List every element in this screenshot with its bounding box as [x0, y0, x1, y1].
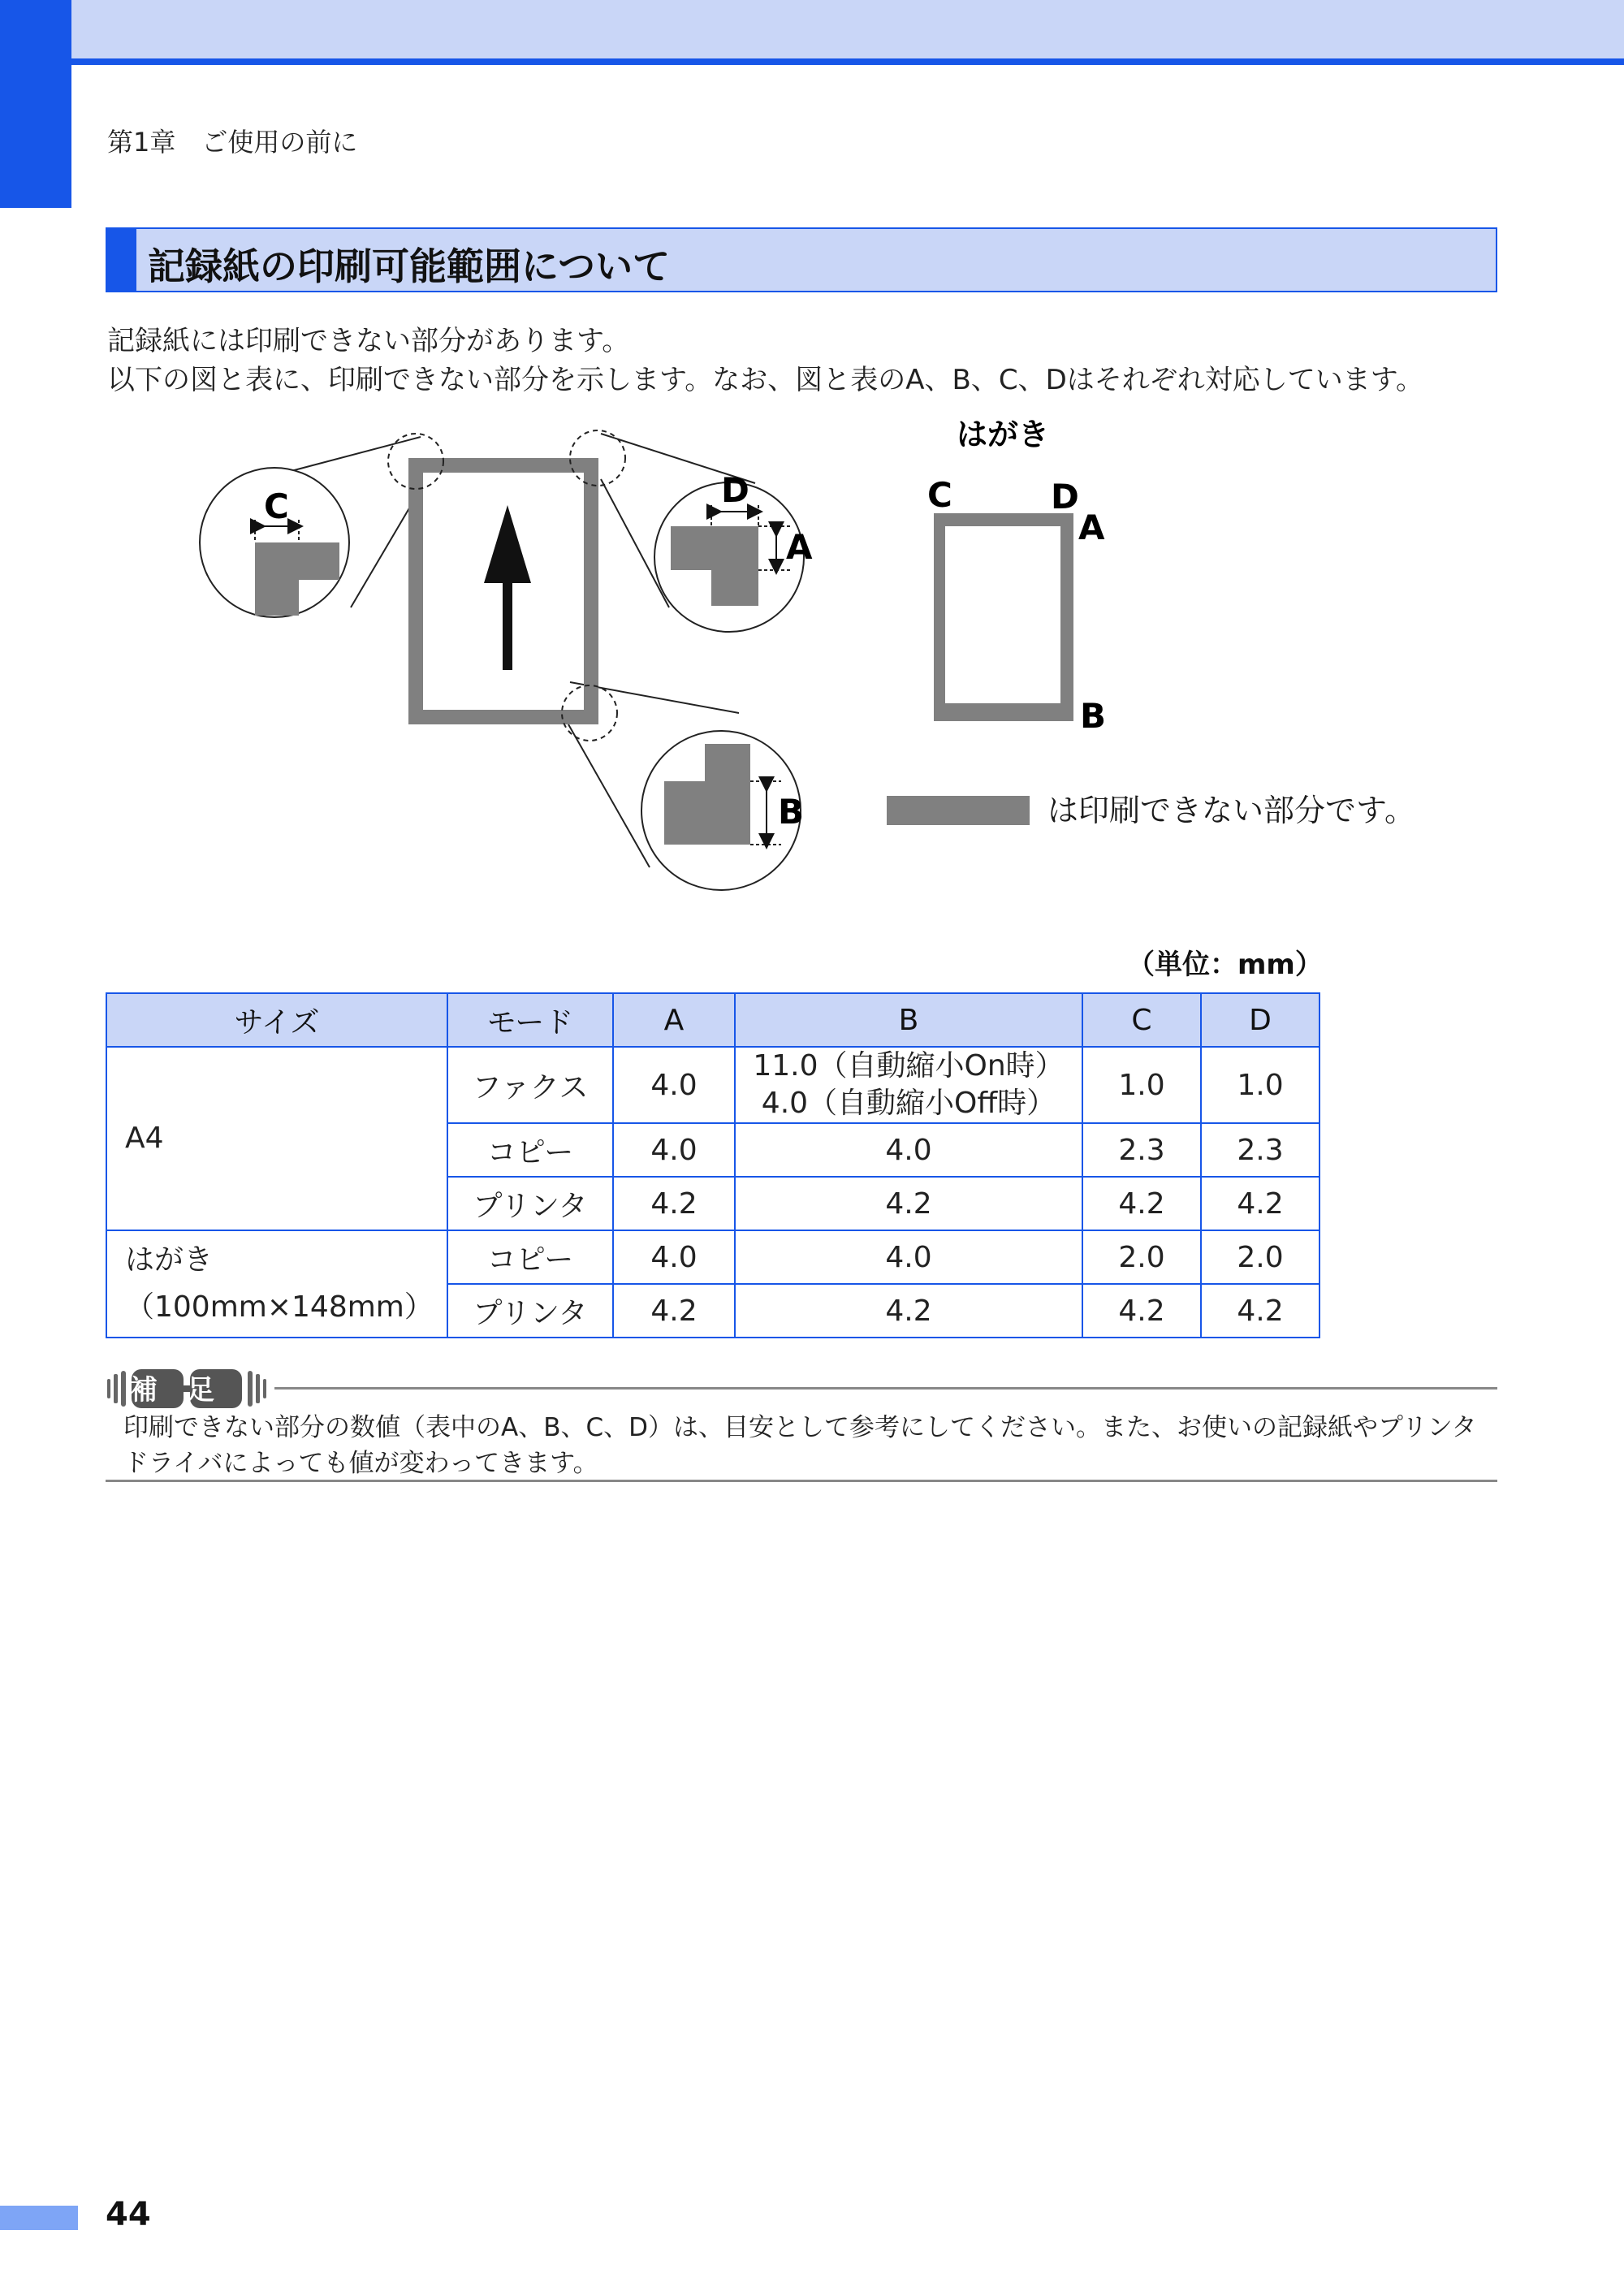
print-margin-table — [106, 992, 1320, 1338]
zoom-circle-b — [641, 731, 804, 890]
hagaki-label-a: A — [1078, 508, 1105, 547]
c-cell: 4.2 — [1082, 1284, 1201, 1338]
c-cell: 2.0 — [1082, 1230, 1201, 1284]
label-b: B — [778, 792, 805, 832]
zoom-circle-c — [200, 468, 349, 617]
mode-cell: コピー — [447, 1123, 613, 1177]
header-d: D — [1201, 993, 1320, 1047]
hagaki-title: はがき — [957, 417, 1050, 452]
header-b: B — [735, 993, 1082, 1047]
size-a4: A4 — [106, 1047, 447, 1230]
label-c: C — [264, 486, 289, 526]
hagaki-label-d: D — [1051, 477, 1079, 516]
d-cell: 2.3 — [1201, 1123, 1320, 1177]
intro-line-1: 記録紙には印刷できない部分があります。 — [107, 325, 630, 357]
mode-cell: プリンタ — [447, 1284, 613, 1338]
table-row — [106, 1047, 1320, 1123]
a-cell: 4.2 — [613, 1177, 735, 1230]
b-cell: 4.2 — [735, 1284, 1082, 1338]
feed-direction-arrow-icon — [484, 505, 531, 670]
d-cell: 1.0 — [1201, 1047, 1320, 1123]
size-hagaki-line-1: はがき — [125, 1243, 214, 1277]
d-cell: 2.0 — [1201, 1230, 1320, 1284]
mode-cell: プリンタ — [447, 1177, 613, 1230]
hagaki-label-c: C — [927, 475, 952, 515]
zoom-circle-da — [654, 470, 813, 632]
d-cell: 4.2 — [1201, 1284, 1320, 1338]
page-number-tab — [0, 2206, 78, 2230]
b-cell: 4.0 — [735, 1123, 1082, 1177]
d-cell: 4.2 — [1201, 1177, 1320, 1230]
b-cell: 4.0 — [735, 1230, 1082, 1284]
unit-label: （単位：mm） — [1127, 949, 1323, 981]
table-header-row — [106, 993, 1320, 1047]
header-size: サイズ — [106, 993, 447, 1047]
a-cell: 4.0 — [613, 1230, 735, 1284]
page-number: 44 — [106, 2196, 151, 2233]
c-cell: 2.3 — [1082, 1123, 1201, 1177]
legend-swatch — [887, 796, 1030, 825]
note-text: 印刷できない部分の数値（表中のA、B、C、D）は、目安として参考にしてください。また、お使いの記録紙やプリンタドライバによっても値が変わってきます。 — [123, 1413, 1477, 1478]
table-row — [106, 1230, 1320, 1284]
legend-text: は印刷できない部分です。 — [1047, 793, 1415, 828]
b-cell — [735, 1047, 1082, 1123]
mode-cell: ファクス — [447, 1047, 613, 1123]
note-bottom-rule — [106, 1480, 1497, 1482]
hagaki-diagram — [927, 417, 1106, 736]
header-a: A — [613, 993, 735, 1047]
c-cell: 4.2 — [1082, 1177, 1201, 1230]
intro-line-2: 以下の図と表に、印刷できない部分を示します。なお、図と表のA、B、C、Dはそれぞれ対応しています。 — [107, 364, 1424, 396]
b-cell: 4.2 — [735, 1177, 1082, 1230]
size-hagaki — [106, 1230, 447, 1338]
b-cell-line-2: 4.0（自動縮小Off時） — [761, 1087, 1056, 1120]
a-cell: 4.0 — [613, 1123, 735, 1177]
section-title: 記録紙の印刷可能範囲について — [148, 244, 671, 288]
note-badge-label: 補足 — [130, 1374, 244, 1407]
hagaki-label-b: B — [1080, 696, 1107, 736]
header-c: C — [1082, 993, 1201, 1047]
legend — [887, 793, 1415, 828]
header-mode: モード — [447, 993, 613, 1047]
print-area-figure — [0, 0, 1624, 910]
chapter-label: 第1章 ご使用の前に — [107, 127, 358, 158]
mode-cell: コピー — [447, 1230, 613, 1284]
note-divider — [274, 1387, 1497, 1390]
note-badge — [106, 1368, 276, 1410]
a-cell: 4.0 — [613, 1047, 735, 1123]
label-d: D — [721, 470, 749, 510]
label-a: A — [786, 527, 813, 567]
b-cell-line-1: 11.0（自動縮小On時） — [753, 1049, 1065, 1083]
c-cell: 1.0 — [1082, 1047, 1201, 1123]
size-hagaki-line-2: （100mm×148mm） — [125, 1290, 434, 1324]
a-cell: 4.2 — [613, 1284, 735, 1338]
